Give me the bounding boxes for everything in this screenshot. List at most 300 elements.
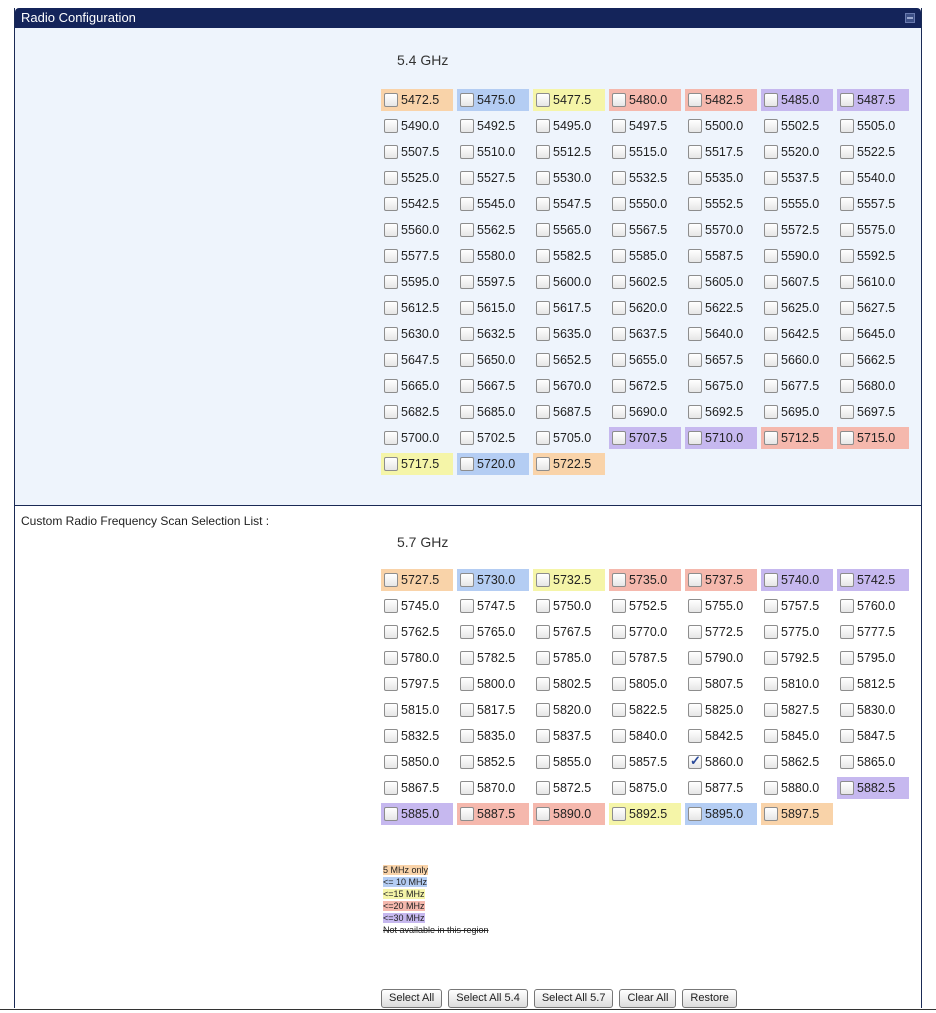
- channel-checkbox[interactable]: [384, 703, 398, 717]
- channel-checkbox[interactable]: [460, 729, 474, 743]
- channel-checkbox[interactable]: [840, 249, 854, 263]
- channel-checkbox[interactable]: [840, 703, 854, 717]
- channel-option[interactable]: [609, 803, 681, 825]
- channel-option[interactable]: [761, 673, 833, 695]
- channel-option[interactable]: [457, 647, 529, 669]
- channel-checkbox[interactable]: [688, 807, 702, 821]
- channel-checkbox[interactable]: [688, 353, 702, 367]
- channel-option[interactable]: [609, 89, 681, 111]
- channel-checkbox[interactable]: [384, 301, 398, 315]
- channel-checkbox[interactable]: [384, 171, 398, 185]
- channel-checkbox[interactable]: [460, 703, 474, 717]
- channel-checkbox[interactable]: [612, 171, 626, 185]
- channel-option[interactable]: [381, 323, 453, 345]
- channel-checkbox[interactable]: [384, 119, 398, 133]
- channel-checkbox[interactable]: [460, 677, 474, 691]
- channel-checkbox[interactable]: [460, 599, 474, 613]
- channel-checkbox[interactable]: [460, 145, 474, 159]
- channel-option[interactable]: [533, 219, 605, 241]
- channel-checkbox[interactable]: [384, 677, 398, 691]
- channel-option[interactable]: [837, 297, 909, 319]
- channel-checkbox[interactable]: [840, 677, 854, 691]
- channel-option[interactable]: [533, 777, 605, 799]
- channel-option[interactable]: [837, 673, 909, 695]
- channel-checkbox[interactable]: [460, 807, 474, 821]
- channel-option[interactable]: [457, 115, 529, 137]
- channel-option[interactable]: [685, 323, 757, 345]
- channel-option[interactable]: [609, 595, 681, 617]
- channel-checkbox[interactable]: [612, 599, 626, 613]
- channel-checkbox[interactable]: [612, 729, 626, 743]
- channel-option[interactable]: [381, 621, 453, 643]
- channel-checkbox[interactable]: [612, 405, 626, 419]
- channel-option[interactable]: [685, 725, 757, 747]
- channel-checkbox[interactable]: [840, 431, 854, 445]
- channel-option[interactable]: [837, 349, 909, 371]
- channel-option[interactable]: [761, 297, 833, 319]
- channel-option[interactable]: [685, 569, 757, 591]
- channel-option[interactable]: [609, 375, 681, 397]
- channel-checkbox[interactable]: [840, 573, 854, 587]
- channel-checkbox[interactable]: [612, 431, 626, 445]
- channel-option[interactable]: [381, 89, 453, 111]
- channel-option[interactable]: [837, 647, 909, 669]
- channel-checkbox[interactable]: [536, 249, 550, 263]
- channel-checkbox[interactable]: [688, 625, 702, 639]
- channel-checkbox[interactable]: [688, 327, 702, 341]
- restore-button[interactable]: Restore: [682, 989, 737, 1008]
- channel-option[interactable]: [381, 375, 453, 397]
- channel-checkbox[interactable]: [840, 327, 854, 341]
- channel-option[interactable]: [761, 647, 833, 669]
- channel-option[interactable]: [457, 803, 529, 825]
- channel-checkbox[interactable]: [384, 729, 398, 743]
- channel-checkbox[interactable]: [840, 625, 854, 639]
- channel-option[interactable]: [685, 245, 757, 267]
- channel-checkbox[interactable]: [460, 197, 474, 211]
- channel-option[interactable]: [381, 219, 453, 241]
- channel-option[interactable]: [533, 349, 605, 371]
- channel-option[interactable]: [381, 167, 453, 189]
- channel-option[interactable]: [609, 297, 681, 319]
- channel-checkbox[interactable]: [764, 197, 778, 211]
- select-all-57-button[interactable]: Select All 5.7: [534, 989, 614, 1008]
- channel-option[interactable]: [761, 245, 833, 267]
- channel-option[interactable]: [837, 323, 909, 345]
- channel-checkbox[interactable]: [840, 651, 854, 665]
- channel-option[interactable]: [609, 167, 681, 189]
- channel-checkbox[interactable]: [688, 93, 702, 107]
- channel-checkbox[interactable]: [384, 807, 398, 821]
- channel-option[interactable]: [533, 401, 605, 423]
- channel-checkbox[interactable]: [536, 301, 550, 315]
- channel-checkbox[interactable]: [460, 249, 474, 263]
- channel-option[interactable]: [761, 569, 833, 591]
- channel-option[interactable]: [533, 167, 605, 189]
- channel-option[interactable]: [533, 271, 605, 293]
- channel-checkbox[interactable]: [612, 327, 626, 341]
- channel-option[interactable]: [533, 323, 605, 345]
- channel-option[interactable]: [457, 193, 529, 215]
- channel-checkbox[interactable]: [612, 93, 626, 107]
- channel-option[interactable]: [609, 751, 681, 773]
- channel-option[interactable]: [533, 569, 605, 591]
- channel-checkbox[interactable]: [764, 405, 778, 419]
- channel-option[interactable]: [533, 621, 605, 643]
- channel-option[interactable]: [761, 803, 833, 825]
- channel-checkbox[interactable]: [764, 145, 778, 159]
- channel-option[interactable]: [533, 803, 605, 825]
- channel-option[interactable]: [381, 673, 453, 695]
- channel-checkbox[interactable]: [536, 651, 550, 665]
- channel-checkbox[interactable]: [764, 275, 778, 289]
- channel-option[interactable]: [381, 271, 453, 293]
- channel-option[interactable]: [609, 219, 681, 241]
- channel-checkbox[interactable]: [536, 93, 550, 107]
- channel-checkbox[interactable]: [612, 223, 626, 237]
- channel-checkbox[interactable]: [612, 755, 626, 769]
- channel-option[interactable]: [457, 167, 529, 189]
- channel-checkbox[interactable]: [764, 573, 778, 587]
- channel-option[interactable]: [837, 219, 909, 241]
- channel-checkbox[interactable]: [840, 755, 854, 769]
- channel-option[interactable]: [533, 141, 605, 163]
- channel-option[interactable]: [685, 89, 757, 111]
- channel-option[interactable]: [381, 401, 453, 423]
- select-all-54-button[interactable]: Select All 5.4: [448, 989, 528, 1008]
- channel-checkbox[interactable]: [536, 431, 550, 445]
- channel-option[interactable]: [685, 375, 757, 397]
- channel-option[interactable]: [685, 595, 757, 617]
- channel-checkbox[interactable]: [688, 171, 702, 185]
- channel-option[interactable]: [837, 89, 909, 111]
- channel-checkbox[interactable]: [764, 729, 778, 743]
- clear-all-button[interactable]: Clear All: [619, 989, 676, 1008]
- channel-checkbox[interactable]: [536, 327, 550, 341]
- channel-checkbox[interactable]: [764, 703, 778, 717]
- channel-checkbox[interactable]: [840, 171, 854, 185]
- channel-checkbox[interactable]: [536, 379, 550, 393]
- channel-checkbox[interactable]: [612, 379, 626, 393]
- channel-option[interactable]: [685, 115, 757, 137]
- channel-option[interactable]: [457, 323, 529, 345]
- channel-checkbox[interactable]: [460, 275, 474, 289]
- channel-option[interactable]: [761, 777, 833, 799]
- channel-checkbox[interactable]: [612, 807, 626, 821]
- channel-checkbox[interactable]: [460, 405, 474, 419]
- channel-checkbox[interactable]: [460, 625, 474, 639]
- channel-option[interactable]: [761, 401, 833, 423]
- channel-option[interactable]: [381, 453, 453, 475]
- channel-checkbox[interactable]: [764, 781, 778, 795]
- channel-checkbox[interactable]: [460, 573, 474, 587]
- channel-checkbox[interactable]: [688, 651, 702, 665]
- channel-checkbox[interactable]: [536, 405, 550, 419]
- channel-option[interactable]: [761, 427, 833, 449]
- channel-option[interactable]: [457, 401, 529, 423]
- channel-option[interactable]: [533, 699, 605, 721]
- channel-checkbox[interactable]: [384, 599, 398, 613]
- channel-checkbox[interactable]: [460, 119, 474, 133]
- channel-option[interactable]: [533, 375, 605, 397]
- channel-checkbox[interactable]: [840, 223, 854, 237]
- channel-option[interactable]: [457, 245, 529, 267]
- channel-option[interactable]: [609, 699, 681, 721]
- channel-checkbox[interactable]: [536, 807, 550, 821]
- channel-checkbox[interactable]: [840, 301, 854, 315]
- channel-checkbox[interactable]: [384, 457, 398, 471]
- channel-checkbox[interactable]: [764, 119, 778, 133]
- channel-option[interactable]: [761, 89, 833, 111]
- channel-option[interactable]: [457, 673, 529, 695]
- channel-option[interactable]: [761, 349, 833, 371]
- channel-checkbox[interactable]: [840, 275, 854, 289]
- channel-checkbox[interactable]: [460, 301, 474, 315]
- channel-option[interactable]: [457, 219, 529, 241]
- channel-checkbox[interactable]: [536, 119, 550, 133]
- channel-option[interactable]: [837, 271, 909, 293]
- channel-checkbox[interactable]: [384, 197, 398, 211]
- channel-option[interactable]: [381, 297, 453, 319]
- channel-option[interactable]: [381, 725, 453, 747]
- channel-checkbox[interactable]: [460, 457, 474, 471]
- channel-checkbox[interactable]: [460, 651, 474, 665]
- channel-checkbox[interactable]: [688, 599, 702, 613]
- channel-option[interactable]: [685, 777, 757, 799]
- channel-checkbox[interactable]: [384, 379, 398, 393]
- channel-checkbox[interactable]: [460, 431, 474, 445]
- channel-option[interactable]: [381, 569, 453, 591]
- channel-option[interactable]: [685, 219, 757, 241]
- channel-checkbox[interactable]: [536, 145, 550, 159]
- channel-checkbox[interactable]: [536, 223, 550, 237]
- channel-option[interactable]: [457, 375, 529, 397]
- channel-checkbox[interactable]: [536, 573, 550, 587]
- channel-option[interactable]: [837, 777, 909, 799]
- channel-option[interactable]: [457, 621, 529, 643]
- channel-option[interactable]: [685, 193, 757, 215]
- channel-checkbox[interactable]: [612, 353, 626, 367]
- channel-option[interactable]: [381, 245, 453, 267]
- channel-checkbox[interactable]: [384, 145, 398, 159]
- channel-checkbox[interactable]: [840, 93, 854, 107]
- channel-checkbox[interactable]: [384, 573, 398, 587]
- channel-checkbox[interactable]: [384, 275, 398, 289]
- channel-checkbox[interactable]: [764, 431, 778, 445]
- channel-option[interactable]: [457, 453, 529, 475]
- channel-option[interactable]: [533, 245, 605, 267]
- channel-checkbox[interactable]: [384, 625, 398, 639]
- channel-checkbox[interactable]: [384, 93, 398, 107]
- channel-option[interactable]: [533, 595, 605, 617]
- channel-checkbox[interactable]: [612, 145, 626, 159]
- channel-checkbox[interactable]: [536, 353, 550, 367]
- channel-checkbox[interactable]: [384, 223, 398, 237]
- channel-option[interactable]: [381, 141, 453, 163]
- channel-checkbox[interactable]: [764, 677, 778, 691]
- channel-checkbox[interactable]: [840, 145, 854, 159]
- channel-option[interactable]: [685, 673, 757, 695]
- channel-option[interactable]: [609, 323, 681, 345]
- channel-option[interactable]: [609, 569, 681, 591]
- channel-option[interactable]: [609, 725, 681, 747]
- channel-option[interactable]: [685, 167, 757, 189]
- channel-checkbox[interactable]: [688, 197, 702, 211]
- channel-checkbox[interactable]: [840, 405, 854, 419]
- channel-checkbox[interactable]: [612, 197, 626, 211]
- channel-checkbox[interactable]: [764, 171, 778, 185]
- channel-option[interactable]: [761, 167, 833, 189]
- channel-option[interactable]: [457, 699, 529, 721]
- channel-option[interactable]: [533, 673, 605, 695]
- channel-checkbox[interactable]: [384, 353, 398, 367]
- channel-checkbox[interactable]: [764, 301, 778, 315]
- collapse-icon[interactable]: [905, 13, 915, 23]
- channel-checkbox[interactable]: [536, 599, 550, 613]
- channel-checkbox[interactable]: [688, 431, 702, 445]
- channel-checkbox[interactable]: [840, 781, 854, 795]
- channel-option[interactable]: [837, 569, 909, 591]
- channel-checkbox[interactable]: [536, 703, 550, 717]
- channel-option[interactable]: [381, 595, 453, 617]
- channel-option[interactable]: [381, 427, 453, 449]
- channel-checkbox[interactable]: [536, 729, 550, 743]
- channel-checkbox[interactable]: [840, 379, 854, 393]
- channel-checkbox[interactable]: [840, 119, 854, 133]
- channel-option[interactable]: [381, 777, 453, 799]
- channel-option[interactable]: [381, 115, 453, 137]
- channel-option[interactable]: [685, 427, 757, 449]
- channel-checkbox[interactable]: [536, 781, 550, 795]
- channel-option[interactable]: [761, 725, 833, 747]
- channel-checkbox[interactable]: [460, 353, 474, 367]
- channel-option[interactable]: [457, 297, 529, 319]
- channel-option[interactable]: [685, 699, 757, 721]
- channel-checkbox[interactable]: [384, 651, 398, 665]
- channel-checkbox[interactable]: [764, 807, 778, 821]
- channel-option[interactable]: [533, 427, 605, 449]
- channel-checkbox[interactable]: [460, 171, 474, 185]
- channel-option[interactable]: [761, 193, 833, 215]
- channel-option[interactable]: [609, 141, 681, 163]
- channel-option[interactable]: [837, 193, 909, 215]
- channel-option[interactable]: [685, 401, 757, 423]
- channel-option[interactable]: [761, 699, 833, 721]
- channel-checkbox[interactable]: [688, 275, 702, 289]
- channel-checkbox[interactable]: [764, 625, 778, 639]
- channel-checkbox[interactable]: [384, 405, 398, 419]
- channel-option[interactable]: [457, 569, 529, 591]
- channel-option[interactable]: [609, 349, 681, 371]
- channel-option[interactable]: [457, 427, 529, 449]
- channel-checkbox[interactable]: [688, 145, 702, 159]
- channel-checkbox[interactable]: [536, 457, 550, 471]
- channel-checkbox[interactable]: [612, 703, 626, 717]
- channel-checkbox[interactable]: [536, 755, 550, 769]
- channel-option[interactable]: [457, 271, 529, 293]
- channel-option[interactable]: [685, 803, 757, 825]
- select-all-button[interactable]: Select All: [381, 989, 442, 1008]
- channel-checkbox[interactable]: [764, 353, 778, 367]
- channel-option[interactable]: [761, 219, 833, 241]
- channel-checkbox[interactable]: [612, 301, 626, 315]
- channel-option[interactable]: [761, 751, 833, 773]
- channel-checkbox[interactable]: [840, 353, 854, 367]
- channel-option[interactable]: [837, 595, 909, 617]
- channel-checkbox[interactable]: [536, 275, 550, 289]
- channel-checkbox[interactable]: [460, 223, 474, 237]
- channel-option[interactable]: [837, 375, 909, 397]
- channel-option[interactable]: [685, 271, 757, 293]
- channel-option[interactable]: [609, 427, 681, 449]
- channel-option[interactable]: [761, 271, 833, 293]
- channel-checkbox[interactable]: [688, 301, 702, 315]
- channel-option[interactable]: [609, 245, 681, 267]
- channel-checkbox[interactable]: [840, 599, 854, 613]
- channel-checkbox[interactable]: [612, 781, 626, 795]
- channel-checkbox[interactable]: [688, 677, 702, 691]
- channel-option[interactable]: [609, 271, 681, 293]
- channel-option[interactable]: [457, 777, 529, 799]
- channel-option[interactable]: [533, 115, 605, 137]
- channel-option[interactable]: [381, 803, 453, 825]
- channel-option[interactable]: [457, 751, 529, 773]
- channel-option[interactable]: [609, 673, 681, 695]
- channel-option[interactable]: [837, 427, 909, 449]
- channel-option[interactable]: [381, 751, 453, 773]
- channel-checkbox[interactable]: [536, 677, 550, 691]
- channel-option[interactable]: [381, 699, 453, 721]
- channel-option[interactable]: [685, 621, 757, 643]
- channel-checkbox[interactable]: [460, 755, 474, 769]
- channel-checkbox[interactable]: [688, 379, 702, 393]
- channel-checkbox[interactable]: [460, 379, 474, 393]
- channel-option[interactable]: [533, 193, 605, 215]
- channel-option[interactable]: [609, 777, 681, 799]
- channel-option[interactable]: [837, 167, 909, 189]
- channel-option[interactable]: [837, 141, 909, 163]
- channel-option[interactable]: [457, 349, 529, 371]
- channel-checkbox[interactable]: [612, 625, 626, 639]
- channel-checkbox[interactable]: [384, 755, 398, 769]
- channel-option[interactable]: [457, 141, 529, 163]
- channel-option[interactable]: [685, 349, 757, 371]
- channel-checkbox[interactable]: [612, 573, 626, 587]
- channel-option[interactable]: [837, 699, 909, 721]
- channel-checkbox[interactable]: [688, 781, 702, 795]
- channel-checkbox[interactable]: [688, 119, 702, 133]
- channel-checkbox[interactable]: [764, 327, 778, 341]
- channel-checkbox[interactable]: [612, 119, 626, 133]
- channel-checkbox[interactable]: [536, 625, 550, 639]
- channel-option[interactable]: [837, 115, 909, 137]
- channel-option[interactable]: [533, 725, 605, 747]
- channel-option[interactable]: [609, 621, 681, 643]
- channel-checkbox[interactable]: [536, 197, 550, 211]
- channel-checkbox[interactable]: [764, 249, 778, 263]
- channel-checkbox[interactable]: [764, 651, 778, 665]
- channel-checkbox[interactable]: [688, 729, 702, 743]
- channel-checkbox[interactable]: [764, 223, 778, 237]
- channel-option[interactable]: [685, 751, 757, 773]
- channel-option[interactable]: [533, 647, 605, 669]
- channel-option[interactable]: [381, 193, 453, 215]
- channel-option[interactable]: [457, 89, 529, 111]
- channel-checkbox[interactable]: [688, 405, 702, 419]
- channel-option[interactable]: [381, 349, 453, 371]
- channel-checkbox[interactable]: [612, 651, 626, 665]
- channel-option[interactable]: [837, 245, 909, 267]
